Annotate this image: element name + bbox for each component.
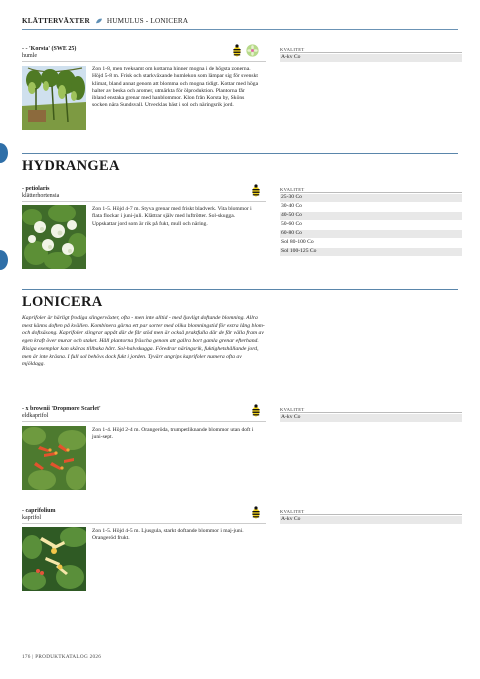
section-title-hydrangea: HYDRANGEA [22, 158, 120, 174]
entry-divider [22, 523, 266, 524]
quality-header: KVALITET [280, 508, 462, 515]
honeysuckle-red-image [22, 426, 86, 490]
quality-row: A-kv Co [280, 414, 462, 422]
quality-row: 50-60 Co [281, 221, 302, 227]
hydrangea-image [22, 205, 86, 269]
bee-icon [251, 184, 261, 197]
page-footer: 176 | PRODUKTKATALOG 2026 [22, 654, 102, 660]
plant-description: Zon 1-5. Höjd 4-7 m. Styva grenar med friskt bladverk. Vita blommor i flata flockar i juni-juli. Klättrar själv med luftrötter. Sol-skugga. Uppskattar jord som är rik på fukt, mull och näring. [92, 206, 252, 227]
quality-row: 40-50 Co [280, 212, 462, 220]
entry-title [22, 186, 59, 201]
header-divider [22, 29, 458, 30]
plant-name: - - 'Korsta' (SWE 25) [22, 46, 77, 52]
plant-name: - x brownii 'Dropmore Scarlet' [22, 406, 101, 412]
icon-group [251, 184, 261, 197]
section-divider [22, 153, 458, 154]
breadcrumb: HUMULUS - LONICERA [106, 17, 189, 25]
plant-description: Zon 1-8, men tveksamt om kottarna hinner mogna i de högsta zonerna. Höjd 5-8 m. Frisk och starkväxande humlekon som lämpar sig för svenskt klimat, bland annat genom att blomma och mogna tidigt. Kottar med höga halter av beska och aromer, utmärkta för ölproduktion. Plantorna får ibland enstaka grenar med hanblommor. Klon från Korsta by, Sköns socken nära Sundsvall. Utvecklas bäst i sol och näringsrik jord. [92, 66, 259, 109]
quality-row: A-kv Co [280, 54, 462, 62]
common-name: eldkaprifol [22, 413, 49, 420]
side-tab-marker [0, 250, 8, 270]
common-name: klätterhortensia [22, 193, 60, 200]
bee-icon [232, 44, 242, 57]
section-title-lonicera: LONICERA [22, 294, 103, 310]
quality-table [280, 508, 462, 524]
quality-row: 60-80 Co [280, 230, 462, 238]
quality-row: A-kv Co [280, 516, 462, 524]
section-intro: Kaprifoler är härligt frodiga slingerväxter, ofta - men inte alltid - med ljuvligt doftande blomning. Allra mest känns doften på kvällen. Kombinera gärna ett par sorter med olika blomningstid för extra lång blom- och doftsäsong. Kaprifoler slingrar uppåt där de får stöd men är också praktfulla där de får välla fram av egen kraft över murar och staket. Håll plantorna fräscha genom att gallra bort gamla grenar efterhand. Risiga exemplar kan skäras tillbaka hårt. Sol-halvskugga. Föredrar näringsrik, fuktighetshållande jord, men är inte kräsna. I full sol behövs dock fukt i jorden. Tyvärr angrips kaprifoler numera ofta av mjöldagg. [22, 315, 265, 368]
bloom-icon [246, 44, 259, 57]
quality-header: KVALITET [280, 46, 462, 53]
icon-group [251, 404, 261, 417]
quality-row: Sol 100-125 Co [280, 248, 462, 256]
plant-description: Zon 1-5. Höjd 4-5 m. Ljusgula, starkt doftande blommor i maj-juni. Orangeröd frukt. [92, 528, 244, 542]
honeysuckle-yellow-image [22, 527, 86, 591]
entry-divider [22, 421, 266, 422]
plant-description: Zon 1-4. Höjd 2-4 m. Orangeröda, trumpetliknande blommor utan doft i juni-sept. [92, 427, 254, 441]
plant-photo [22, 205, 86, 269]
bee-icon [251, 404, 261, 417]
bee-icon [251, 506, 261, 519]
icon-group [251, 506, 261, 519]
hop-vine-image [22, 66, 86, 130]
quality-row: 25-30 Co [280, 194, 462, 202]
side-tab-marker [0, 143, 8, 163]
quality-header: KVALITET [280, 186, 462, 193]
quality-table [280, 406, 462, 422]
leaf-icon [95, 18, 103, 24]
common-name: kaprifol [22, 515, 41, 522]
entry-title [22, 508, 56, 523]
category-label: KLÄTTERVÄXTER [22, 17, 90, 25]
entry-title [22, 406, 101, 421]
common-name: humle [22, 53, 37, 60]
entry-title [22, 46, 76, 61]
page-header [22, 17, 188, 25]
quality-header: KVALITET [280, 406, 462, 413]
quality-table [280, 46, 462, 62]
entry-divider [22, 201, 266, 202]
quality-table [280, 186, 462, 256]
quality-row: Sol 80-100 Co [281, 239, 314, 245]
plant-photo [22, 527, 86, 591]
icon-group [232, 44, 259, 57]
section-divider [22, 289, 458, 290]
quality-row: 30-40 Co [281, 203, 302, 209]
plant-name: - caprifolium [22, 508, 56, 514]
plant-name: - petiolaris [22, 186, 50, 192]
plant-photo [22, 426, 86, 490]
entry-divider [22, 61, 266, 62]
plant-photo [22, 66, 86, 130]
